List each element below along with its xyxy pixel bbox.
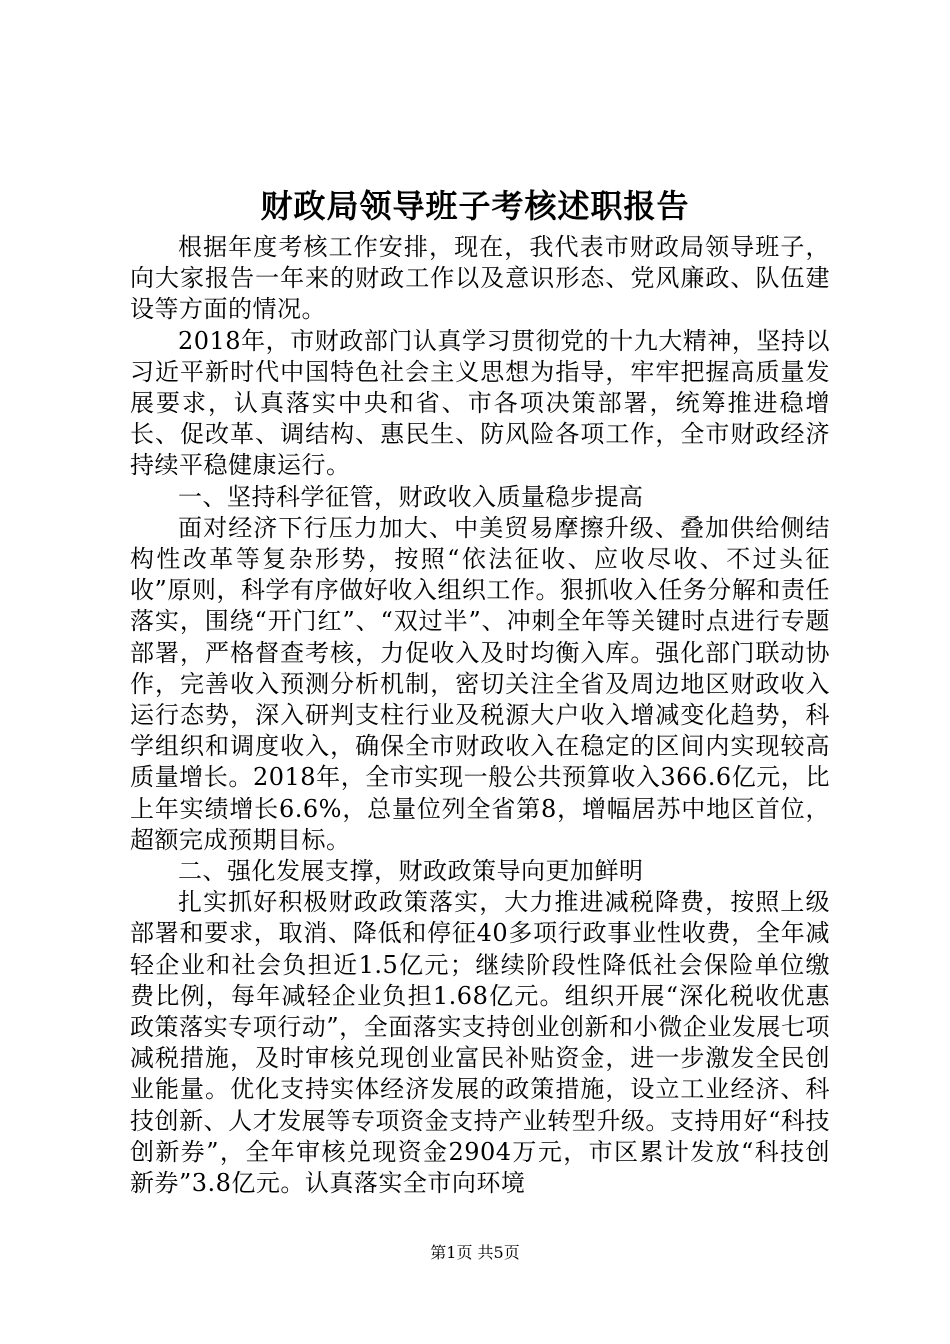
paragraph-overview: 2018年，市财政部门认真学习贯彻党的十九大精神，坚持以习近平新时代中国特色社会主义思想为指导，牢牢把握高质量发展要求，认真落实中央和省、市各项决策部署，统筹推进稳增长、促改革、调结构、惠民生、防风险各项工作，全市财政经济持续平稳健康运行。 (130, 326, 830, 480)
page-footer: 第1页 共5页 (430, 1243, 520, 1262)
section-heading-2: 二、强化发展支撑，财政政策导向更加鲜明 (178, 857, 644, 886)
document-title: 财政局领导班子考核述职报告 (260, 187, 690, 225)
section-heading-1: 一、坚持科学征管，财政收入质量稳步提高 (178, 482, 644, 511)
paragraph-intro: 根据年度考核工作安排，现在，我代表市财政局领导班子，向大家报告一年来的财政工作以及意识形态、党风廉政、队伍建设等方面的情况。 (130, 233, 830, 324)
document-body (130, 232, 830, 1199)
paragraph-revenue: 面对经济下行压力加大、中美贸易摩擦升级、叠加供给侧结构性改革等复杂形势，按照“依法征收、应收尽收、不过头征收”原则，科学有序做好收入组织工作。狠抓收入任务分解和责任落实，围绕“开门红”、“双过半”、冲刺全年等关键时点进行专题部署，严格督查考核，力促收入及时均衡入库。强化部门联动协作，完善收入预测分析机制，密切关注全省及周边地区财政收入运行态势，深入研判支柱行业及税源大户收入增减变化趋势，科学组织和调度收入，确保全市财政收入在稳定的区间内实现较高质量增长。2018年，全市实现一般公共预算收入366.6亿元，比上年实绩增长6.6%，总量位列全省第8，增幅居苏中地区首位，超额完成预期目标。 (130, 513, 830, 854)
paragraph-policy: 扎实抓好积极财政政策落实，大力推进减税降费，按照上级部署和要求，取消、降低和停征40多项行政事业性收费，全年减轻企业和社会负担近1.5亿元；继续阶段性降低社会保险单位缴费比例，每年减轻企业负担1.68亿元。组织开展“深化税收优惠政策落实专项行动”，全面落实支持创业创新和小微企业发展七项减税措施，及时审核兑现创业富民补贴资金，进一步激发全民创业能量。优化支持实体经济发展的政策措施，设立工业经济、科技创新、人才发展等专项资金支持产业转型升级。支持用好“科技创新券”，全年审核兑现资金2904万元，市区累计发放“科技创新券”3.8亿元。认真落实全市向环境 (130, 888, 830, 1198)
